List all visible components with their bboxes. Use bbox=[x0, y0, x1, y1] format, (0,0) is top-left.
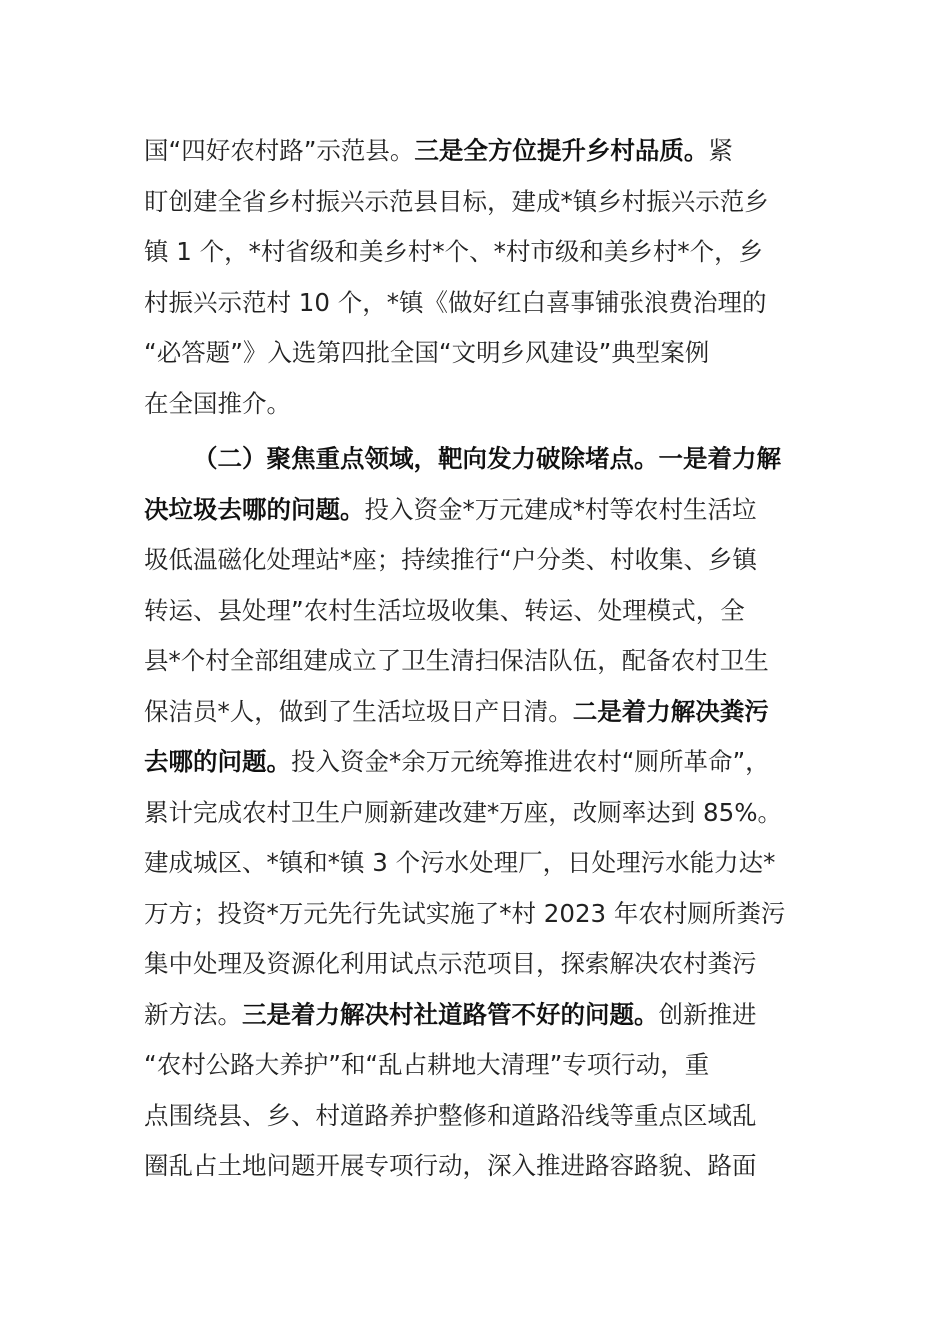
text-line bbox=[144, 126, 816, 177]
text-line bbox=[144, 737, 816, 788]
body-text: 保洁员*人，做到了生活垃圾日产日清。 bbox=[144, 696, 573, 726]
body-text: 集中处理及资源化利用试点示范项目，探索解决农村粪污 bbox=[144, 949, 757, 978]
text-line bbox=[144, 838, 816, 889]
paragraph-rural-quality bbox=[144, 126, 816, 429]
body-text: 累计完成农村卫生户厕新建改建*万座，改厕率达到 85%。 bbox=[144, 797, 782, 827]
bold-heading-text: 三是着力解决村社道路管不好的问题。 bbox=[242, 999, 659, 1029]
body-text: 投入资金*余万元统筹推进农村“厕所革命”， bbox=[291, 747, 770, 776]
text-line bbox=[144, 328, 816, 379]
body-text: 国“四好农村路”示范县。 bbox=[144, 136, 415, 165]
text-line bbox=[144, 586, 816, 637]
text-line bbox=[144, 990, 816, 1041]
text-line bbox=[144, 485, 816, 536]
body-text: 点围绕县、乡、村道路养护整修和道路沿线等重点区域乱 bbox=[144, 1100, 757, 1130]
text-line bbox=[144, 788, 816, 839]
bold-heading-text: （二）聚焦重点领域，靶向发力破除堵点。一是着力解 bbox=[193, 444, 781, 473]
body-text: 新方法。 bbox=[144, 999, 242, 1029]
body-text: 紧 bbox=[708, 136, 733, 165]
text-line bbox=[144, 889, 816, 940]
body-text: 创新推进 bbox=[658, 999, 757, 1029]
bold-heading-text: 三是全方位提升乡村品质。 bbox=[414, 136, 709, 165]
body-text: 圾低温磁化处理站*座；持续推行“户分类、村收集、乡镇 bbox=[144, 545, 757, 574]
body-text: 万方；投资*万元先行先试实施了*村 2023 年农村厕所粪污 bbox=[144, 898, 786, 928]
bold-heading-text: 二是着力解决粪污 bbox=[572, 696, 769, 726]
body-text: 盯创建全省乡村振兴示范县目标，建成*镇乡村振兴示范乡 bbox=[144, 186, 769, 216]
body-text: “必答题”》入选第四批全国“文明乡风建设”典型案例 bbox=[144, 338, 710, 367]
body-text: 转运、县处理”农村生活垃圾收集、转运、处理模式，全 bbox=[144, 595, 745, 625]
text-line bbox=[144, 379, 816, 430]
text-line bbox=[144, 177, 816, 228]
body-text: 圈乱占土地问题开展专项行动，深入推进路容路貌、路面 bbox=[144, 1151, 757, 1180]
text-line bbox=[144, 687, 816, 738]
bold-heading-text: 决垃圾去哪的问题。 bbox=[144, 494, 365, 524]
text-line bbox=[144, 939, 816, 990]
body-text: 建成城区、*镇和*镇 3 个污水处理厂，日处理污水能力达* bbox=[144, 848, 776, 877]
text-line bbox=[144, 434, 816, 485]
body-text: 县*个村全部组建成立了卫生清扫保洁队伍，配备农村卫生 bbox=[144, 646, 769, 675]
text-line bbox=[144, 227, 816, 278]
body-text: 在全国推介。 bbox=[144, 388, 291, 418]
body-text: 镇 1 个，*村省级和美乡村*个、*村市级和美乡村*个，乡 bbox=[144, 237, 764, 266]
text-line bbox=[144, 1091, 816, 1142]
text-line bbox=[144, 1141, 816, 1192]
text-line bbox=[144, 535, 816, 586]
body-text: “农村公路大养护”和“乱占耕地大清理”专项行动，重 bbox=[144, 1050, 710, 1079]
bold-heading-text: 去哪的问题。 bbox=[144, 747, 291, 776]
body-text: 投入资金*万元建成*村等农村生活垃 bbox=[364, 494, 757, 524]
text-line bbox=[144, 278, 816, 329]
text-line bbox=[144, 636, 816, 687]
paragraph-key-areas bbox=[144, 434, 816, 1192]
text-line bbox=[144, 1040, 816, 1091]
body-text: 村振兴示范村 10 个，*镇《做好红白喜事铺张浪费治理的 bbox=[144, 287, 767, 317]
